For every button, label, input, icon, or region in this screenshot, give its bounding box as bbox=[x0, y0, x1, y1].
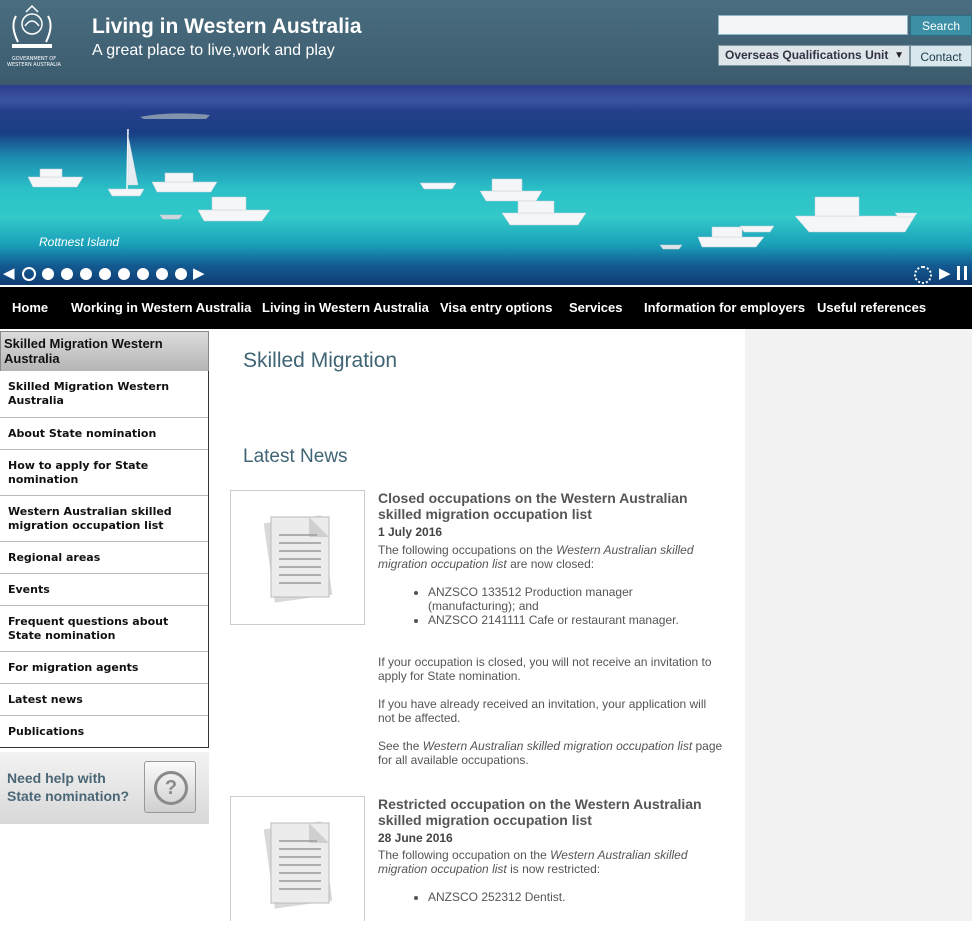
sidebar-item-regional-areas[interactable]: Regional areas bbox=[0, 542, 208, 574]
sidebar-item-about-state-nomination[interactable]: About State nomination bbox=[0, 418, 208, 450]
site-header bbox=[0, 0, 972, 85]
news-bullet-list bbox=[378, 585, 723, 627]
carousel-dot[interactable] bbox=[99, 268, 111, 280]
sidebar-item-latest-news[interactable]: Latest news bbox=[0, 684, 208, 716]
news-bullet: • ANZSCO 252312 Dentist. bbox=[428, 890, 723, 904]
hero-banner bbox=[0, 85, 972, 285]
news-body bbox=[378, 848, 723, 918]
loading-spinner-icon bbox=[914, 266, 932, 284]
department-select-value: Overseas Qualifications Unit bbox=[725, 48, 889, 62]
play-icon[interactable]: ▶ bbox=[939, 265, 951, 282]
news-intro: The following occupation on the bbox=[378, 848, 551, 862]
sidebar-item-frequent-questions[interactable]: Frequent questions about State nomination bbox=[0, 606, 208, 652]
help-text bbox=[7, 769, 129, 805]
news-paragraph: If your occupation is closed, you will not receive an invitation to apply for State nomination. bbox=[378, 655, 712, 683]
carousel-dot[interactable] bbox=[175, 268, 187, 280]
carousel-next-arrow-icon[interactable]: ▶ bbox=[193, 265, 205, 282]
nav-item-working-in-wa[interactable]: Working in Western Australia bbox=[71, 300, 252, 315]
occupation-list-link[interactable]: Western Australian skilled migration occupation list bbox=[422, 739, 693, 753]
help-text-line2: State nomination? bbox=[7, 788, 130, 804]
right-column bbox=[745, 329, 972, 921]
nav-item-living-in-wa[interactable]: Living in Western Australia bbox=[262, 300, 429, 315]
pause-icon[interactable] bbox=[957, 266, 960, 280]
news-bullet-list bbox=[378, 890, 723, 904]
help-text-line1: Need help with bbox=[7, 770, 106, 786]
news-thumbnail[interactable] bbox=[230, 796, 365, 921]
news-title[interactable]: Restricted occupation on the Western Australian skilled migration occupation list bbox=[378, 796, 702, 828]
search-input[interactable] bbox=[718, 15, 908, 35]
news-bullet: • ANZSCO 133512 Production manager (manufacturing); and bbox=[428, 585, 723, 613]
chevron-down-icon: ▼ bbox=[894, 50, 904, 61]
site-title[interactable]: Living in Western Australia bbox=[92, 15, 362, 38]
sidebar-item-how-to-apply[interactable]: How to apply for State nomination bbox=[0, 450, 208, 496]
sidebar-item-for-migration-agents[interactable]: For migration agents bbox=[0, 652, 208, 684]
occupation-list-link[interactable]: Western Australian skilled migration occupation list bbox=[378, 848, 688, 876]
news-paragraph-start: See the bbox=[378, 739, 423, 753]
department-select[interactable] bbox=[718, 45, 910, 66]
carousel-prev-arrow-icon[interactable]: ◀ bbox=[3, 265, 15, 282]
sidebar-item-skilled-migration-wa[interactable]: Skilled Migration Western Australia bbox=[0, 371, 208, 418]
carousel-dot[interactable] bbox=[61, 268, 73, 280]
news-intro: The following occupations on the bbox=[378, 543, 557, 557]
news-paragraph: If you have already received an invitation, your application will not be affected. bbox=[378, 697, 707, 725]
search-button[interactable]: Search bbox=[910, 15, 972, 36]
nav-item-information-for-employers[interactable]: Information for employers bbox=[644, 300, 806, 315]
carousel-dot[interactable] bbox=[22, 267, 36, 281]
carousel-controls bbox=[0, 261, 972, 287]
news-thumbnail[interactable] bbox=[230, 490, 365, 625]
news-intro-end: is now restricted: bbox=[506, 862, 601, 876]
carousel-dot[interactable] bbox=[118, 268, 130, 280]
carousel-dot[interactable] bbox=[42, 268, 54, 280]
document-icon bbox=[231, 491, 364, 624]
banner-image-rottnest-island bbox=[0, 85, 972, 285]
wa-government-crest-logo[interactable] bbox=[2, 4, 62, 68]
main-navigation bbox=[0, 287, 972, 329]
banner-caption: Rottnest Island bbox=[39, 235, 120, 249]
nav-item-visa-entry-options[interactable]: Visa entry options bbox=[440, 300, 553, 315]
carousel-dot[interactable] bbox=[137, 268, 149, 280]
sidebar-menu bbox=[0, 371, 209, 748]
document-icon bbox=[231, 797, 364, 922]
page-title: Skilled Migration bbox=[243, 349, 398, 372]
nav-item-useful-references[interactable]: Useful references bbox=[817, 300, 927, 315]
news-title[interactable]: Closed occupations on the Western Australian skilled migration occupation list bbox=[378, 490, 688, 522]
nav-item-services[interactable]: Services bbox=[569, 300, 623, 315]
news-date: 1 July 2016 bbox=[378, 525, 443, 539]
sidebar-header[interactable]: Skilled Migration Western Australia bbox=[0, 331, 209, 371]
contact-button[interactable]: Contact bbox=[910, 45, 972, 67]
occupation-list-link[interactable]: Western Australian skilled migration occupation list bbox=[378, 543, 694, 571]
news-body bbox=[378, 543, 723, 781]
news-paragraph-end: page for all available occupations. bbox=[378, 739, 723, 767]
news-intro-end: are now closed: bbox=[506, 557, 595, 571]
help-button[interactable] bbox=[144, 761, 196, 813]
carousel-dot[interactable] bbox=[156, 268, 168, 280]
question-mark-icon: ? bbox=[154, 771, 188, 805]
site-subtitle: A great place to live,work and play bbox=[92, 42, 335, 59]
news-date: 28 June 2016 bbox=[378, 831, 453, 845]
news-bullet: • ANZSCO 2141111 Cafe or restaurant manager. bbox=[428, 613, 723, 627]
sidebar-item-occupation-list[interactable]: Western Australian skilled migration occupation list bbox=[0, 496, 208, 542]
sidebar-item-publications[interactable]: Publications bbox=[8, 724, 85, 738]
nav-item-home[interactable]: Home bbox=[12, 300, 49, 315]
carousel-dot[interactable] bbox=[80, 268, 92, 280]
help-box[interactable] bbox=[0, 752, 209, 824]
crest-text: GOVERNMENT OF WESTERN AUSTRALIA bbox=[7, 56, 61, 68]
section-title-latest-news: Latest News bbox=[243, 446, 348, 467]
sidebar-item-events[interactable]: Events bbox=[0, 574, 208, 606]
